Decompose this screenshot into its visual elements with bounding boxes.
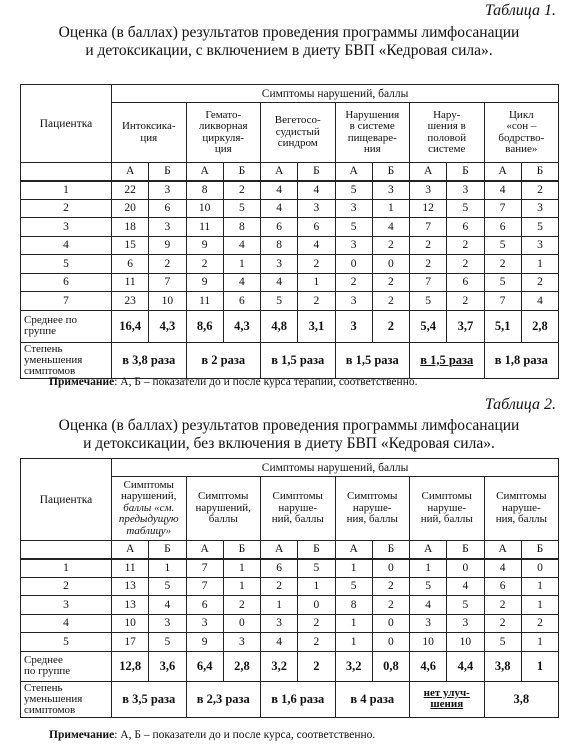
score-cell: 3 xyxy=(149,181,186,200)
score-cell: 1 xyxy=(149,559,186,578)
table-row xyxy=(21,633,559,652)
score-cell: 2 xyxy=(223,181,260,200)
score-cell: 1 xyxy=(261,596,298,615)
ab-label: Б xyxy=(298,541,335,559)
score-cell: 3 xyxy=(298,199,335,218)
score-cell: 1 xyxy=(335,559,372,578)
ab-label: А xyxy=(261,163,298,181)
table2-title-line1: Оценка (в баллах) результатов проведения программы лимфосанации xyxy=(58,417,520,434)
table-row xyxy=(21,255,559,274)
score-cell: 0 xyxy=(447,559,484,578)
degree-cell: в 3,5 раза xyxy=(112,681,187,717)
score-cell: 5 xyxy=(149,633,186,652)
score-cell: 6 xyxy=(261,559,298,578)
ab-label: А xyxy=(186,541,223,559)
table1-title-line1: Оценка (в баллах) результатов проведения программы лимфосанации xyxy=(58,24,520,41)
score-cell: 7 xyxy=(410,218,447,237)
score-cell: 2 xyxy=(261,577,298,596)
table1-body xyxy=(21,181,559,311)
score-cell: 2 xyxy=(521,181,558,200)
score-cell: 1 xyxy=(335,614,372,633)
table2-group-5: Симптомы нарушe- ний, баллы xyxy=(410,477,485,541)
table1-ab-row xyxy=(21,163,559,181)
degree-cell: в 1,6 раза xyxy=(261,681,336,717)
score-cell: 2 xyxy=(186,255,223,274)
score-cell: 3 xyxy=(149,614,186,633)
table2-patient-header: Пациентка xyxy=(21,459,112,541)
patient-number: 3 xyxy=(21,218,112,237)
avg-cell: 4,3 xyxy=(223,310,260,342)
score-cell: 4 xyxy=(521,292,558,311)
score-cell: 3 xyxy=(372,181,409,200)
ab-label: А xyxy=(484,541,521,559)
score-cell: 2 xyxy=(298,614,335,633)
table-row xyxy=(21,559,559,578)
table1-group-vegeto: Вегетосо- судистый синдром xyxy=(261,103,336,163)
patient-number: 4 xyxy=(21,236,112,255)
score-cell: 0 xyxy=(521,559,558,578)
table-row xyxy=(21,614,559,633)
patient-number: 7 xyxy=(21,292,112,311)
score-cell: 5 xyxy=(149,577,186,596)
avg-cell: 2,8 xyxy=(521,310,558,342)
score-cell: 2 xyxy=(298,633,335,652)
score-cell: 6 xyxy=(484,218,521,237)
score-cell: 5 xyxy=(521,218,558,237)
table1 xyxy=(20,84,559,379)
table-row xyxy=(21,273,559,292)
score-cell: 1 xyxy=(521,255,558,274)
avg-cell: 0,8 xyxy=(372,651,409,681)
patient-number: 4 xyxy=(21,614,112,633)
score-cell: 8 xyxy=(335,596,372,615)
ab-label: Б xyxy=(298,163,335,181)
ab-label: А xyxy=(186,163,223,181)
score-cell: 6 xyxy=(447,273,484,292)
score-cell: 3 xyxy=(521,199,558,218)
table1-degree-row xyxy=(21,342,559,378)
score-cell: 2 xyxy=(521,614,558,633)
avg-cell: 1 xyxy=(521,651,558,681)
score-cell: 1 xyxy=(521,577,558,596)
table-row xyxy=(21,181,559,200)
score-cell: 11 xyxy=(186,292,223,311)
degree-cell: в 3,8 раза xyxy=(112,342,187,378)
ab-label: Б xyxy=(223,163,260,181)
score-cell: 6 xyxy=(298,218,335,237)
table2 xyxy=(20,458,559,718)
ab-label: Б xyxy=(447,163,484,181)
score-cell: 3 xyxy=(335,236,372,255)
avg-cell: 4,6 xyxy=(410,651,447,681)
table2-group-1: Симптомы нарушений, баллы «см. предыдущую таблицу» xyxy=(112,477,187,541)
score-cell: 7 xyxy=(149,273,186,292)
score-cell: 13 xyxy=(112,577,149,596)
score-cell: 3 xyxy=(335,199,372,218)
score-cell: 2 xyxy=(484,614,521,633)
table-row xyxy=(21,236,559,255)
score-cell: 2 xyxy=(149,255,186,274)
score-cell: 0 xyxy=(298,596,335,615)
avg-cell: 2 xyxy=(298,651,335,681)
score-cell: 3 xyxy=(410,614,447,633)
ab-label: А xyxy=(261,541,298,559)
avg-cell: 3,2 xyxy=(261,651,298,681)
score-cell: 9 xyxy=(186,236,223,255)
score-cell: 2 xyxy=(521,273,558,292)
score-cell: 1 xyxy=(223,255,260,274)
avg-cell: 5,1 xyxy=(484,310,521,342)
score-cell: 6 xyxy=(261,218,298,237)
score-cell: 6 xyxy=(447,218,484,237)
avg-cell: 2,8 xyxy=(223,651,260,681)
ab-label: Б xyxy=(372,163,409,181)
score-cell: 2 xyxy=(484,255,521,274)
score-cell: 9 xyxy=(149,236,186,255)
ab-label: Б xyxy=(521,163,558,181)
ab-label: А xyxy=(484,163,521,181)
patient-number: 3 xyxy=(21,596,112,615)
avg-cell: 5,4 xyxy=(410,310,447,342)
degree-cell: в 1,5 раза xyxy=(261,342,336,378)
score-cell: 6 xyxy=(112,255,149,274)
score-cell: 11 xyxy=(112,559,149,578)
table2-degree-row xyxy=(21,681,559,717)
score-cell: 17 xyxy=(112,633,149,652)
score-cell: 3 xyxy=(410,181,447,200)
avg-cell: 4,8 xyxy=(261,310,298,342)
score-cell: 2 xyxy=(372,273,409,292)
score-cell: 3 xyxy=(223,633,260,652)
score-cell: 3 xyxy=(186,614,223,633)
score-cell: 4 xyxy=(484,181,521,200)
avg-cell: 8,6 xyxy=(186,310,223,342)
score-cell: 3 xyxy=(521,236,558,255)
patient-number: 2 xyxy=(21,577,112,596)
degree-cell: в 1,5 раза xyxy=(335,342,410,378)
score-cell: 5 xyxy=(223,199,260,218)
avg-cell: 3,7 xyxy=(447,310,484,342)
score-cell: 2 xyxy=(410,255,447,274)
score-cell: 2 xyxy=(372,292,409,311)
score-cell: 1 xyxy=(223,559,260,578)
score-cell: 6 xyxy=(484,577,521,596)
score-cell: 2 xyxy=(372,236,409,255)
ab-label: А xyxy=(335,163,372,181)
score-cell: 7 xyxy=(186,577,223,596)
score-cell: 7 xyxy=(186,559,223,578)
score-cell: 18 xyxy=(112,218,149,237)
score-cell: 7 xyxy=(410,273,447,292)
ab-label: А xyxy=(112,163,149,181)
score-cell: 15 xyxy=(112,236,149,255)
table2-degree-label: Степень уменьшения симптомов xyxy=(21,681,112,717)
table1-group-intoxication: Интоксика- ция xyxy=(112,103,187,163)
score-cell: 2 xyxy=(298,255,335,274)
score-cell: 13 xyxy=(112,596,149,615)
score-cell: 7 xyxy=(484,199,521,218)
table-row xyxy=(21,292,559,311)
score-cell: 4 xyxy=(298,181,335,200)
score-cell: 0 xyxy=(372,614,409,633)
ab-label: Б xyxy=(149,541,186,559)
score-cell: 0 xyxy=(223,614,260,633)
table2-title-line2: и детоксикации, без включения в диету БВП «Кедровая сила». xyxy=(83,435,495,452)
table1-title-line2: и детоксикации, с включением в диету БВП «Кедровая сила». xyxy=(85,42,493,59)
score-cell: 3 xyxy=(149,218,186,237)
score-cell: 2 xyxy=(223,596,260,615)
degree-cell-no-improvement: нет улуч- шения xyxy=(410,681,485,717)
score-cell: 22 xyxy=(112,181,149,200)
patient-number: 6 xyxy=(21,273,112,292)
score-cell: 1 xyxy=(298,577,335,596)
score-cell: 3 xyxy=(335,292,372,311)
table2-avg-row xyxy=(21,651,559,681)
avg-cell: 16,4 xyxy=(112,310,149,342)
score-cell: 1 xyxy=(298,273,335,292)
score-cell: 4 xyxy=(484,559,521,578)
score-cell: 3 xyxy=(447,614,484,633)
table1-group-sleep: Цикл «сон – бодрство- вание» xyxy=(484,103,559,163)
score-cell: 0 xyxy=(372,559,409,578)
table1-degree-label: Степень уменьшения симптомов xyxy=(21,342,112,378)
score-cell: 1 xyxy=(410,559,447,578)
ab-label: А xyxy=(410,163,447,181)
score-cell: 4 xyxy=(223,273,260,292)
degree-cell: в 1,8 раза xyxy=(484,342,559,378)
score-cell: 6 xyxy=(186,596,223,615)
score-cell: 5 xyxy=(335,218,372,237)
score-cell: 4 xyxy=(372,218,409,237)
avg-cell: 12,8 xyxy=(112,651,149,681)
ab-label: Б xyxy=(447,541,484,559)
score-cell: 4 xyxy=(261,181,298,200)
score-cell: 0 xyxy=(335,255,372,274)
avg-cell: 3,8 xyxy=(484,651,521,681)
table2-group-header: Симптомы нарушений, баллы xyxy=(112,459,559,477)
table2-ab-row xyxy=(21,541,559,559)
table2-group-2: Симптомы нарушений, баллы xyxy=(186,477,261,541)
table2-avg-label: Среднее по группе xyxy=(21,651,112,681)
table2-group-6: Симптомы наруше- ния, баллы xyxy=(484,477,559,541)
score-cell: 2 xyxy=(372,596,409,615)
score-cell: 1 xyxy=(335,633,372,652)
ab-label: А xyxy=(335,541,372,559)
ab-label: Б xyxy=(149,163,186,181)
table2-body xyxy=(21,559,559,652)
score-cell: 12 xyxy=(410,199,447,218)
avg-cell: 3,2 xyxy=(335,651,372,681)
table1-avg-label: Среднее по группе xyxy=(21,310,112,342)
avg-cell: 3 xyxy=(335,310,372,342)
score-cell: 5 xyxy=(261,292,298,311)
score-cell: 5 xyxy=(335,577,372,596)
ab-label: Б xyxy=(223,541,260,559)
score-cell: 2 xyxy=(447,236,484,255)
score-cell: 2 xyxy=(335,273,372,292)
score-cell: 4 xyxy=(410,596,447,615)
score-cell: 8 xyxy=(223,218,260,237)
score-cell: 5 xyxy=(410,292,447,311)
table1-group-reproductive: Нару- шения в половой системе xyxy=(410,103,485,163)
score-cell: 5 xyxy=(484,273,521,292)
score-cell: 2 xyxy=(447,255,484,274)
table2-group-4: Симптомы наруше- ния, баллы xyxy=(335,477,410,541)
score-cell: 11 xyxy=(186,218,223,237)
score-cell: 1 xyxy=(521,633,558,652)
score-cell: 5 xyxy=(298,559,335,578)
avg-cell: 6,4 xyxy=(186,651,223,681)
score-cell: 0 xyxy=(372,255,409,274)
score-cell: 4 xyxy=(261,633,298,652)
table2-group-3: Симптомы нарушe- ний, баллы xyxy=(261,477,336,541)
score-cell: 0 xyxy=(372,633,409,652)
score-cell: 2 xyxy=(298,292,335,311)
avg-cell: 3,1 xyxy=(298,310,335,342)
score-cell: 9 xyxy=(186,273,223,292)
score-cell: 4 xyxy=(261,199,298,218)
score-cell: 10 xyxy=(186,199,223,218)
degree-cell: в 2 раза xyxy=(186,342,261,378)
table1-group-digestion: Нарушения в системе пищеваре- ния xyxy=(335,103,410,163)
table2-note: Примечание: А, Б – показатели до и после курса, соответственно. xyxy=(49,729,376,741)
table-row xyxy=(21,577,559,596)
ab-label: Б xyxy=(521,541,558,559)
score-cell: 5 xyxy=(447,199,484,218)
avg-cell: 4,4 xyxy=(447,651,484,681)
score-cell: 1 xyxy=(372,199,409,218)
score-cell: 5 xyxy=(410,577,447,596)
score-cell: 10 xyxy=(112,614,149,633)
score-cell: 4 xyxy=(447,577,484,596)
table2-label: Таблица 2. xyxy=(484,396,556,413)
score-cell: 1 xyxy=(521,596,558,615)
score-cell: 2 xyxy=(410,236,447,255)
score-cell: 4 xyxy=(223,236,260,255)
score-cell: 2 xyxy=(447,292,484,311)
score-cell: 10 xyxy=(149,292,186,311)
score-cell: 8 xyxy=(261,236,298,255)
score-cell: 10 xyxy=(447,633,484,652)
score-cell: 5 xyxy=(447,596,484,615)
score-cell: 6 xyxy=(149,199,186,218)
degree-cell: в 2,3 раза xyxy=(186,681,261,717)
table1-patient-header: Пациентка xyxy=(21,85,112,163)
score-cell: 11 xyxy=(112,273,149,292)
ab-label: Б xyxy=(372,541,409,559)
score-cell: 9 xyxy=(186,633,223,652)
score-cell: 4 xyxy=(298,236,335,255)
score-cell: 20 xyxy=(112,199,149,218)
table-row xyxy=(21,199,559,218)
table1-group-hemato: Гемато- ликворная циркуля- ция xyxy=(186,103,261,163)
table1-note: Примечание: А, Б – показатели до и после курса терапии, соответственно. xyxy=(49,376,418,388)
score-cell: 7 xyxy=(484,292,521,311)
score-cell: 2 xyxy=(484,596,521,615)
patient-number: 1 xyxy=(21,181,112,200)
score-cell: 1 xyxy=(223,577,260,596)
score-cell: 6 xyxy=(223,292,260,311)
score-cell: 3 xyxy=(261,614,298,633)
avg-cell: 4,3 xyxy=(149,310,186,342)
patient-number: 5 xyxy=(21,633,112,652)
score-cell: 8 xyxy=(186,181,223,200)
score-cell: 3 xyxy=(447,181,484,200)
score-cell: 10 xyxy=(410,633,447,652)
degree-cell: 3,8 xyxy=(484,681,559,717)
table1-group-header: Симптомы нарушений, баллы xyxy=(112,85,559,103)
table1-avg-row xyxy=(21,310,559,342)
patient-number: 5 xyxy=(21,255,112,274)
table1-label: Таблица 1. xyxy=(484,2,556,19)
table2-ab-blank xyxy=(21,541,112,559)
avg-cell: 3,6 xyxy=(149,651,186,681)
score-cell: 4 xyxy=(149,596,186,615)
score-cell: 23 xyxy=(112,292,149,311)
table1-ab-blank xyxy=(21,163,112,181)
table-row xyxy=(21,596,559,615)
score-cell: 3 xyxy=(261,255,298,274)
ab-label: А xyxy=(112,541,149,559)
table-row xyxy=(21,218,559,237)
score-cell: 5 xyxy=(335,181,372,200)
avg-cell: 2 xyxy=(372,310,409,342)
patient-number: 1 xyxy=(21,559,112,578)
degree-cell: в 1,5 раза xyxy=(410,342,485,378)
ab-label: А xyxy=(410,541,447,559)
score-cell: 5 xyxy=(484,236,521,255)
score-cell: 5 xyxy=(484,633,521,652)
score-cell: 2 xyxy=(372,577,409,596)
patient-number: 2 xyxy=(21,199,112,218)
degree-cell: в 4 раза xyxy=(335,681,410,717)
score-cell: 4 xyxy=(261,273,298,292)
